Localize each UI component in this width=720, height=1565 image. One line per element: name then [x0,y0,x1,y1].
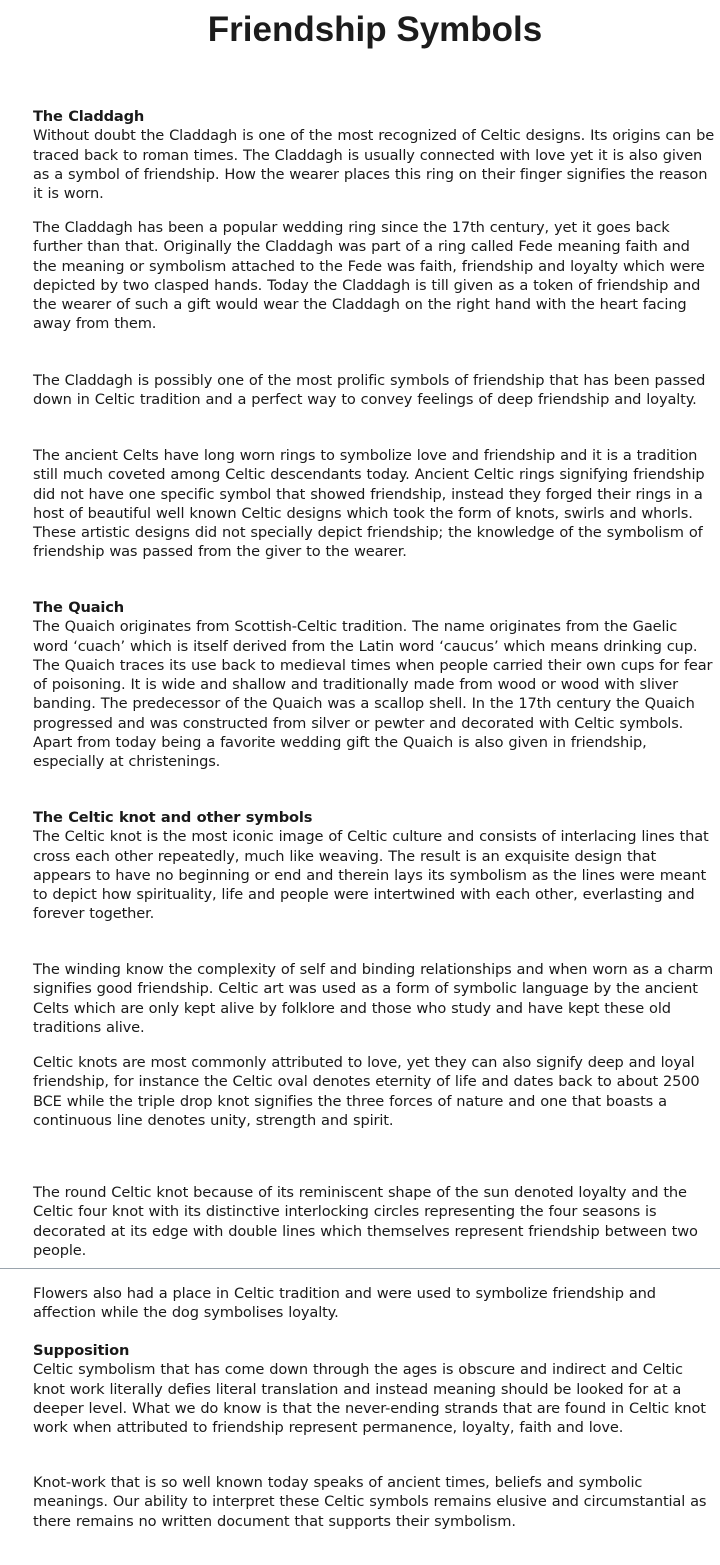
paragraph: Knot-work that is so well known today speaks of ancient times, beliefs and symbolic meanings. Our ability to interpret these Celtic symbols remains elusive and circumstantial as there remains no written document that supports their symbolism. [33,1474,707,1530]
paragraph: Celtic symbolism that has come down through the ages is obscure and indirect and Celtic knot work literally defies literal translation and instead meaning should be looked for at a deeper level. What we do know is that the never-ending strands that are found in Celtic knot work when attributed to friendship represent permanence, loyalty, faith and love. [33,1361,706,1437]
section-heading-supposition: Supposition [33,1342,130,1359]
paragraph: The Quaich originates from Scottish-Celtic tradition. The name originates from the Gaelic word ‘cuach’ which is itself derived from the Latin word ‘caucus’ which means drinking cup. The Quaich traces its use back to medieval times when people carried their own cups for fear of poisoning. It is wide and shallow and traditionally made from wood or wood with sliver banding. The predecessor of the Quaich was a scallop shell. In the 17th century the Quaich progressed and was constructed from silver or pewter and decorated with Celtic symbols. Apart from today being a favorite wedding gift the Quaich is also given in friendship, especially at christenings. [33,618,713,771]
paragraph: The winding know the complexity of self and binding relationships and when worn as a charm signifies good friendship. Celtic art was used as a form of symbolic language by the ancient Celts which are only kept alive by folklore and those who study and have kept these old traditions alive. [33,961,714,1036]
quaich-section [33,598,717,772]
claddagh-intro [33,107,717,203]
paragraph: Celtic knots are most commonly attributed to love, yet they can also signify deep and loyal friendship, for instance the Celtic oval denotes eternity of life and dates back to about 2500 BCE while the triple drop knot signifies the three forces of nature and one that boasts a continuous line denotes unity, strength and spirit. [33,1054,700,1129]
paragraph: Without doubt the Claddagh is one of the most recognized of Celtic designs. Its origins can be traced back to roman times. The Claddagh is usually connected with love yet it is also given as a symbol of friendship. How the wearer places this ring on their finger signifies the reason it is worn. [33,127,715,203]
supposition-section [33,1341,717,1437]
section-heading-claddagh: The Claddagh [33,108,145,125]
paragraph: Flowers also had a place in Celtic tradition and were used to symbolize friendship and affection while the dog symbolises loyalty. [33,1285,656,1322]
paragraph: The Celtic knot is the most iconic image of Celtic culture and consists of interlacing lines that cross each other repeatedly, much like weaving. The result is an exquisite design that appears to have no beginning or end and therein lays its symbolism as the lines were meant to depict how spirituality, life and people were intertwined with each other, everlasting and forever together. [33,828,709,923]
paragraph: The ancient Celts have long worn rings to symbolize love and friendship and it is a tradition still much coveted among Celtic descendants today. Ancient Celtic rings signifying friendship did not have one specific symbol that showed friendship, instead they forged their rings in a host of beautiful well known Celtic designs which took the form of knots, swirls and whorls. These artistic designs did not specially depict friendship; the knowledge of the symbolism of friendship was passed from the giver to the wearer. [33,447,705,561]
paragraph: The Claddagh is possibly one of the most prolific symbols of friendship that has been passed down in Celtic tradition and a perfect way to convey feelings of deep friendship and loyalty. [33,372,706,409]
page-title: Friendship Symbols [207,10,543,49]
page-divider [0,1268,720,1269]
paragraph: The round Celtic knot because of its reminiscent shape of the sun denoted loyalty and the Celtic four knot with its distinctive interlocking circles representing the four seasons is decorated at its edge with double lines which themselves represent friendship between two people. [33,1184,698,1259]
paragraph: The Claddagh has been a popular wedding ring since the 17th century, yet it goes back further than that. Originally the Claddagh was part of a ring called Fede meaning faith and the meaning or symbolism attached to the Fede was faith, friendship and loyalty which were depicted by two clasped hands. Today the Claddagh is till given as a token of friendship and the wearer of such a gift would wear the Claddagh on the right hand with the heart facing away from them. [33,219,705,333]
section-heading-quaich: The Quaich [33,599,125,616]
section-heading-celtic-knot: The Celtic knot and other symbols [33,809,313,826]
celtic-knot-section [33,808,717,924]
